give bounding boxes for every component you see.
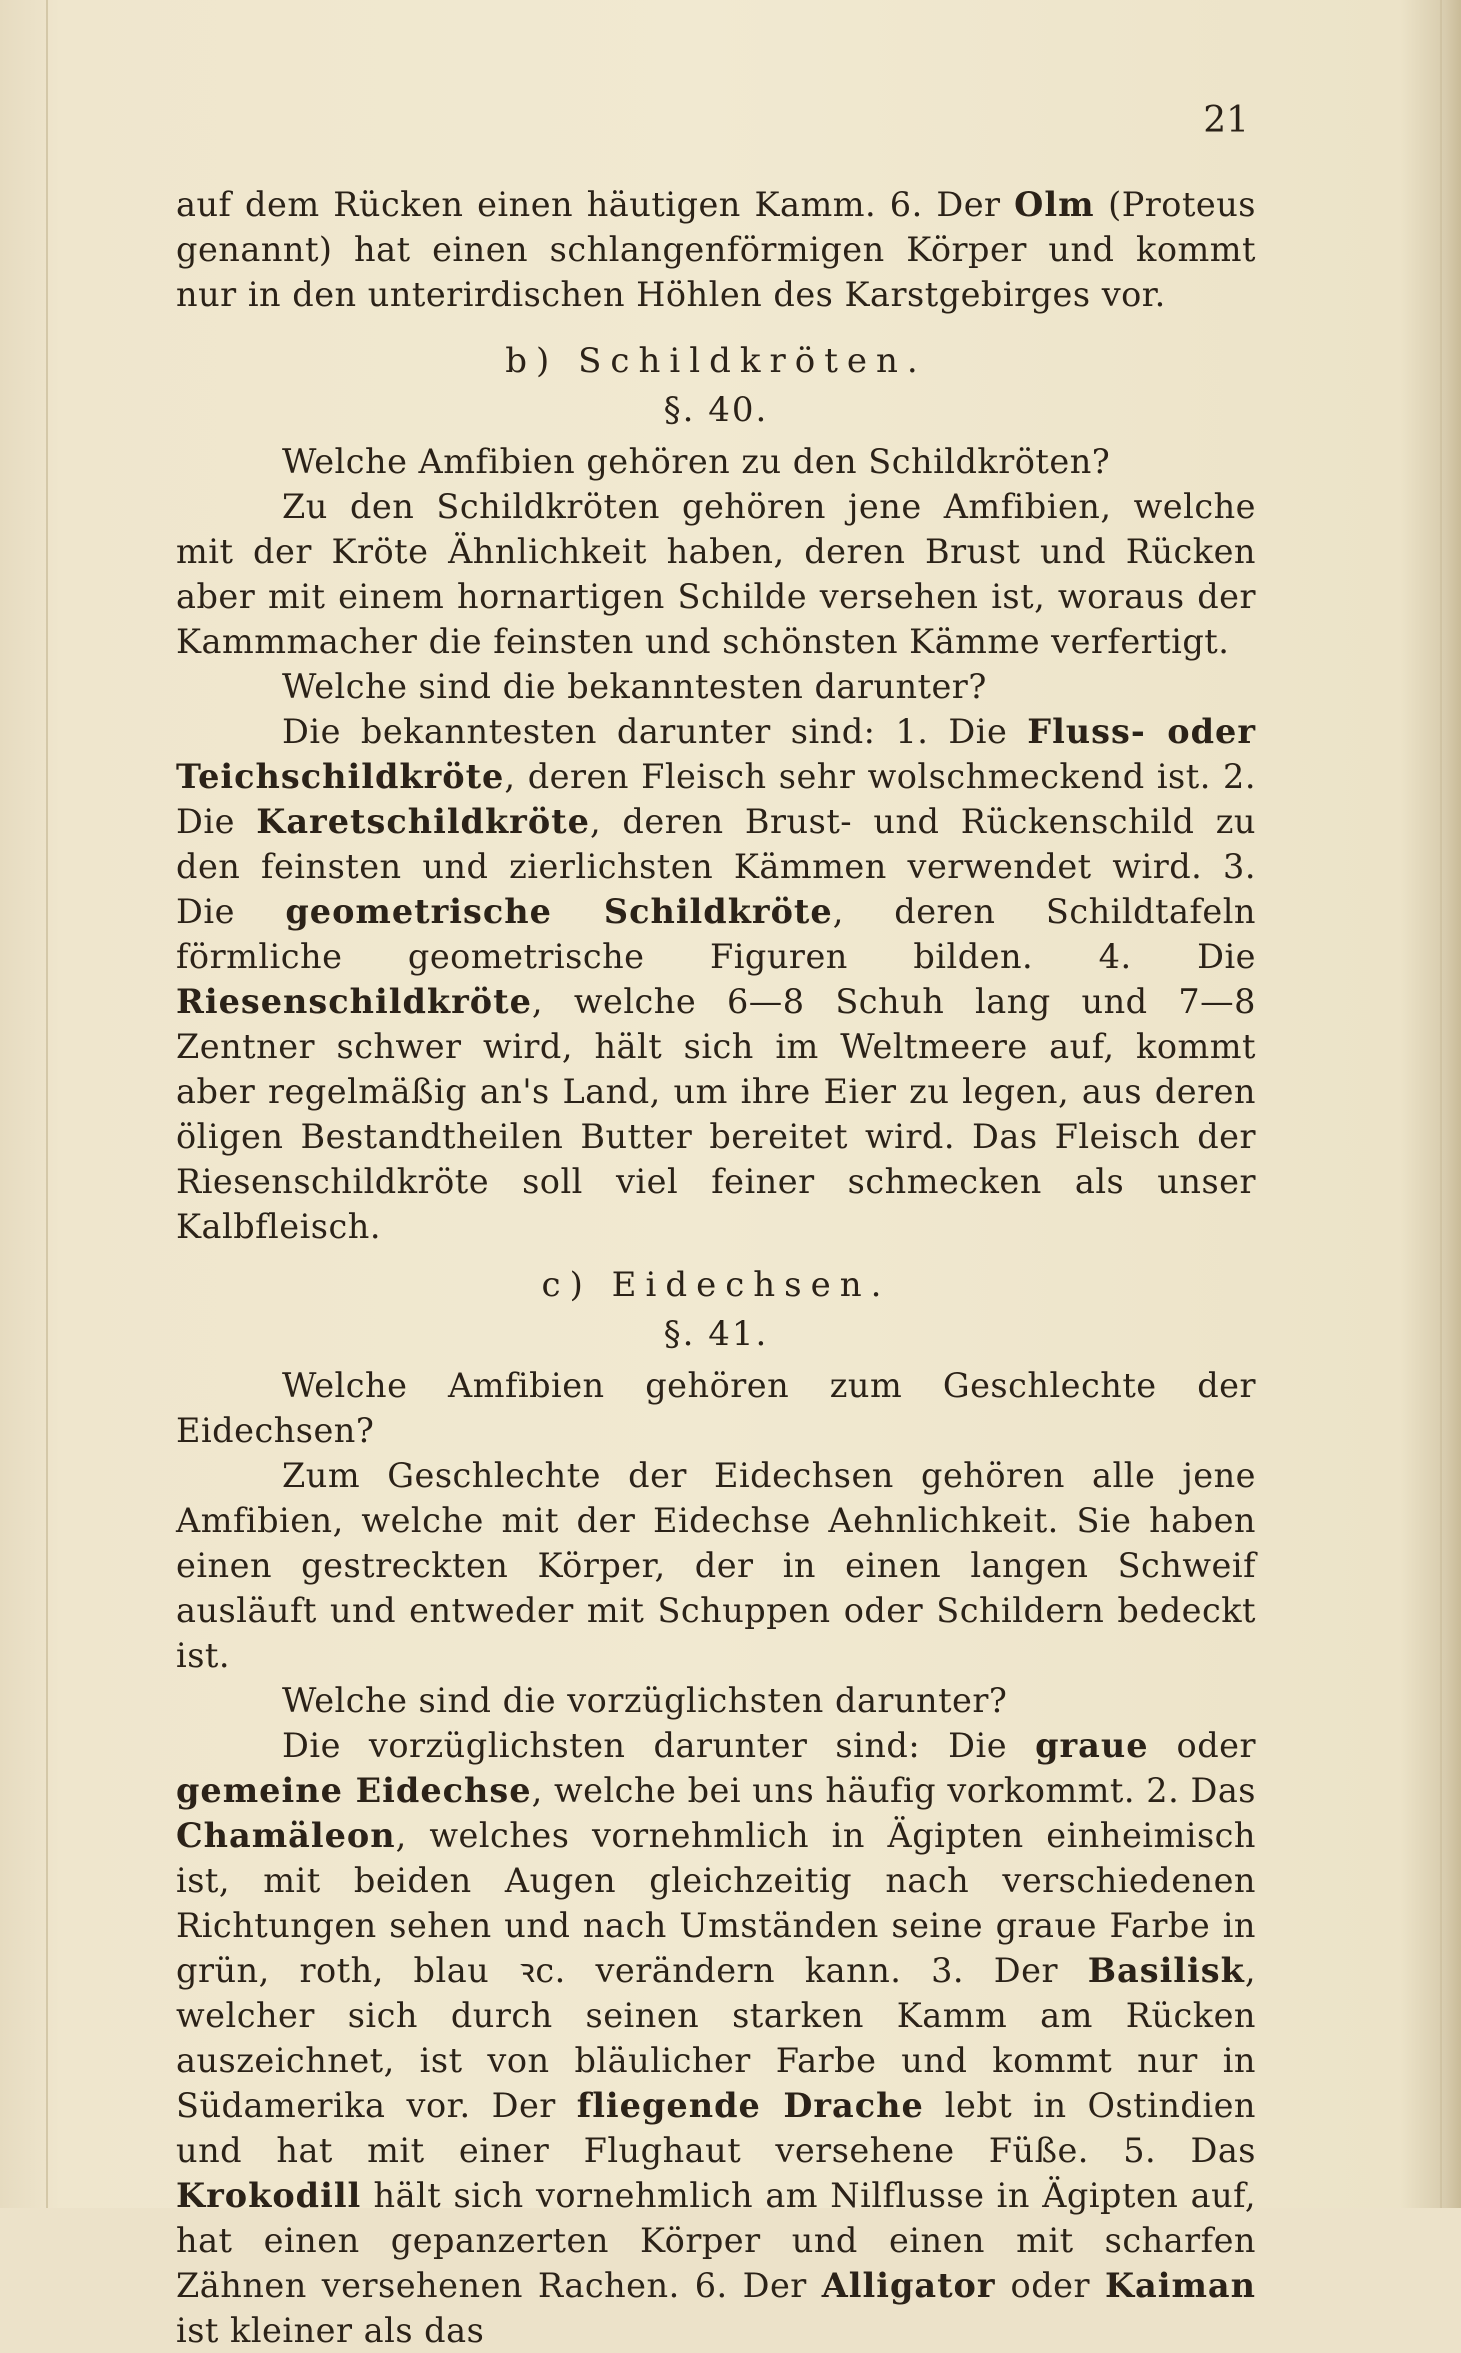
section-number: §. 41. — [663, 1314, 769, 1354]
emphasized-term: Karetschildkröte — [256, 802, 590, 841]
answer: Die vorzüglichsten darunter sind: Die graue oder gemeine Eidechse, welche bei uns häufig vorkommt. 2. Das Chamäleon, welches vornehmlich in Ägipten einheimisch ist, mit beiden Augen gleichzeitig nach verschiedenen Richtungen sehen und nach Umständen seine graue Farbe in grün, roth, blau ꝛc. verändern kann. 3. Der Basilisk, welcher sich durch seinen starken Kamm am Rücken auszeichnet, ist von bläulicher Farbe und kommt nur in Südamerika vor. Der fliegende Drache lebt in Ostindien und hat mit einer Flughaut versehene Füße. 5. Das Krokodill hält sich vornehmlich am Nilflusse in Ägipten auf, hat einen gepanzerten Körper und einen mit scharfen Zähnen versehenen Rachen. 6. Der Alligator oder Kaiman ist kleiner als das — [176, 1726, 1256, 2350]
emphasized-term: graue — [1035, 1726, 1149, 1765]
page-number: 21 — [1203, 100, 1249, 141]
emphasized-term: Riesenschildkröte — [176, 982, 532, 1021]
emphasized-term: Basilisk — [1087, 1951, 1245, 1990]
answer: Zum Geschlechte der Eidechsen gehören alle jene Amfibien, welche mit der Eidechse Aehnlichkeit. Sie haben einen gestreckten Körper, der in einen langen Schweif ausläuft und entweder mit Schuppen oder Schildern bedeckt ist. — [176, 1456, 1256, 1675]
emphasized-term: Alligator — [821, 2266, 996, 2305]
page-edge-line — [1440, 0, 1442, 2208]
emphasized-term: Krokodill — [176, 2176, 362, 2215]
section-number: §. 40. — [663, 390, 769, 430]
emphasized-term: fliegende Drache — [576, 2086, 924, 2125]
answer: Die bekanntesten darunter sind: 1. Die Fluss- oder Teichschildkröte, deren Fleisch sehr wolschmeckend ist. 2. Die Karetschildkröte, deren Brust- und Rückenschild zu den feinsten und zierlichsten Kämmen verwendet wird. 3. Die geometrische Schildkröte, deren Schildtafeln förmliche geometrische Figuren bilden. 4. Die Riesenschildkröte, welche 6—8 Schuh lang und 7—8 Zentner schwer wird, hält sich im Weltmeere auf, kommt aber regelmäßig an's Land, um ihre Eier zu legen, aus deren öligen Bestandtheilen Butter bereitet wird. Das Fleisch der Riesenschildkröte soll viel feiner schmecken als unser Kalbfleisch. — [176, 712, 1257, 1246]
emphasized-term: gemeine Eidechse — [176, 1771, 532, 1810]
emphasized-term: Olm — [1014, 185, 1095, 224]
question: Welche sind die vorzüglichsten darunter? — [282, 1681, 1008, 1720]
question: Welche Amfibien gehören zu den Schildkröten? — [282, 442, 1111, 481]
emphasized-term: Kaiman — [1104, 2266, 1256, 2305]
emphasized-term: Fluss- oder Teichschildkröte — [176, 712, 1256, 796]
body-text — [176, 182, 1256, 2353]
section-heading: c) Eidechsen. — [541, 1265, 891, 1305]
emphasized-term: Chamäleon — [176, 1816, 396, 1855]
paragraph: auf dem Rücken einen häutigen Kamm. 6. Der Olm (Proteus genannt) hat einen schlangenförmigen Körper und kommt nur in den unterirdischen Höhlen des Karstgebirges vor. — [176, 185, 1256, 314]
section-heading: b) Schildkröten. — [505, 341, 927, 381]
question: Welche Amfibien gehören zum Geschlechte der Eidechsen? — [176, 1366, 1256, 1450]
answer: Zu den Schildkröten gehören jene Amfibien, welche mit der Kröte Ähnlichkeit haben, deren Brust und Rücken aber mit einem hornartigen Schilde versehen ist, woraus der Kammmacher die feinsten und schönsten Kämme verfertigt. — [176, 487, 1256, 661]
page-edge-line — [46, 0, 48, 2208]
emphasized-term: geometrische Schildkröte — [285, 892, 833, 931]
question: Welche sind die bekanntesten darunter? — [282, 667, 987, 706]
